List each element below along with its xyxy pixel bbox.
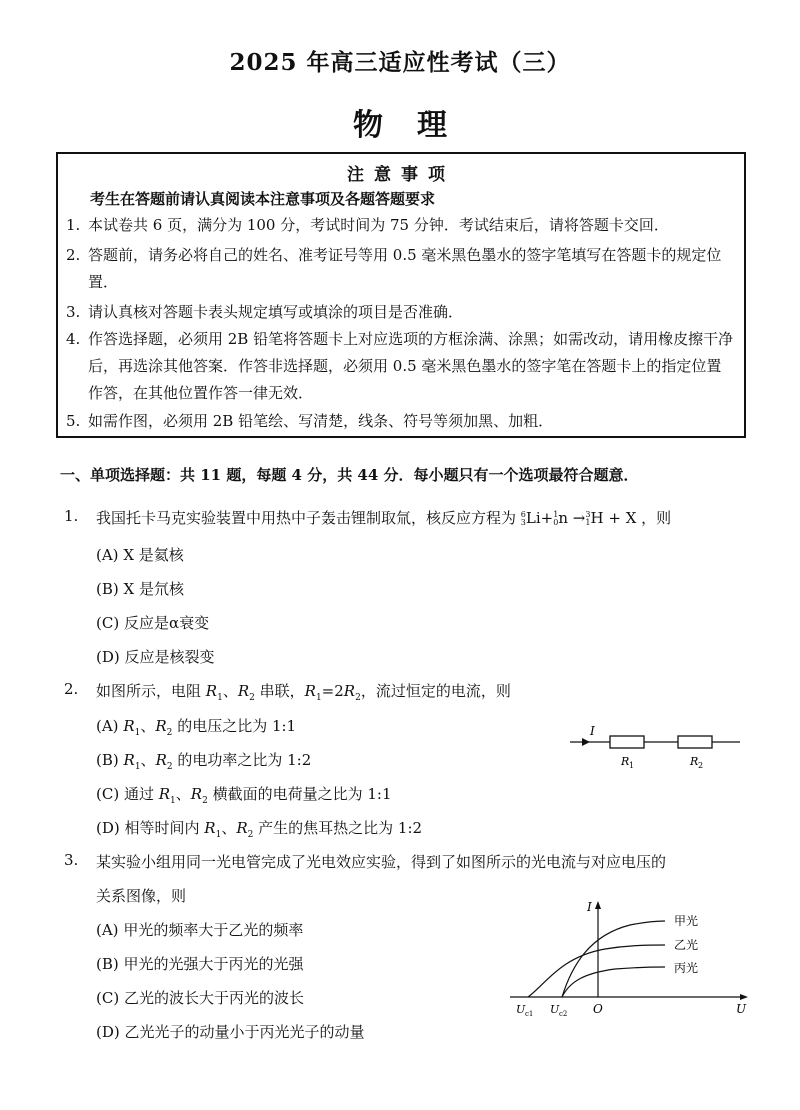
option-label: (A): [96, 546, 119, 564]
resistor-symbol: R: [205, 682, 218, 700]
resistor-symbol: R: [304, 682, 316, 700]
option-c[interactable]: [96, 612, 209, 633]
subscript: 1: [215, 830, 222, 840]
option-c[interactable]: [96, 987, 304, 1008]
notice-heading: 注意事项: [347, 165, 455, 185]
curve-yi: [528, 945, 665, 997]
separator: 、: [140, 717, 156, 735]
curve-bing: [562, 967, 665, 997]
option-b[interactable]: [96, 953, 304, 974]
subscript: 2: [202, 796, 208, 806]
option-text: 乙光的波长大于丙光的波长: [123, 989, 304, 1007]
plus-sign: +: [608, 509, 621, 527]
option-label: (B): [96, 580, 119, 598]
photoelectric-iu-graph: [500, 895, 760, 1025]
r1-subscript: 1: [629, 761, 635, 770]
notice-item-num: 3.: [66, 303, 81, 321]
current-arrow-icon: [582, 738, 590, 746]
y-axis-arrow-icon: [595, 901, 601, 909]
resistor-r2: [678, 736, 712, 748]
uc2-label: U: [550, 1003, 560, 1016]
resistor-r1: [610, 736, 644, 748]
notice-item-num: 5.: [66, 412, 81, 430]
subscript: 1: [315, 693, 322, 703]
neutron-symbol: n: [558, 509, 568, 527]
r1-label: R: [621, 755, 630, 768]
question-tail: ，则: [641, 509, 672, 527]
subscript: 1: [134, 762, 141, 772]
resistor-symbol: R: [204, 819, 216, 837]
option-d[interactable]: [96, 646, 215, 667]
option-a[interactable]: [96, 544, 184, 565]
question-text: 串联，: [254, 682, 305, 700]
option-d[interactable]: [96, 817, 422, 840]
nuclear-equation: [521, 509, 641, 527]
option-text: X 是氦核: [123, 546, 184, 564]
r2-subscript: 2: [698, 761, 704, 770]
resistor-symbol: R: [237, 682, 250, 700]
curve-label-bing: 丙光: [674, 961, 699, 975]
option-b[interactable]: [96, 578, 184, 599]
resistor-symbol: R: [155, 717, 167, 735]
question-3-stem-line2: 关系图像，则: [96, 887, 187, 905]
option-text: 通过: [123, 785, 159, 803]
origin-label: O: [593, 1002, 603, 1016]
option-text: 产生的焦耳热之比为 1:2: [258, 819, 423, 837]
y-axis-label: I: [587, 900, 592, 914]
notice-item-text: 答题前，请务必将自己的姓名、准考证号等用 0.5 毫米黑色墨水的签字笔填写在答题卡的规定位置．: [88, 246, 722, 291]
subscript: 1: [170, 796, 176, 806]
subscript: 1: [134, 728, 141, 738]
notice-item: [66, 326, 734, 407]
option-text: X 是氘核: [123, 580, 184, 598]
notice-box: [56, 152, 746, 438]
option-text: 的电压之比为 1:1: [177, 717, 297, 735]
subscript: 1: [217, 693, 223, 703]
notice-item-text: 作答选择题，必须用 2B 铅笔将答题卡上对应选项的方框涂满、涂黑；如需改动，请用橡皮擦干净后，再选涂其他答案．作答非选择题，必须用 0.5 毫米黑色墨水的签字笔在答题卡上的指定位置作答，在其他位置作答一律无效．: [88, 330, 734, 402]
curve-label-yi: 乙光: [674, 938, 699, 952]
h-mass-number: 3: [585, 510, 591, 519]
uc2-subscript: c2: [559, 1010, 568, 1018]
section-title: 一、单项选择题：共 11 题，每题 4 分，共 44 分．每小题只有一个选项最符合题意．: [60, 466, 639, 484]
n-mass-number: 1: [553, 510, 559, 519]
uc1-subscript: c1: [525, 1010, 534, 1018]
option-label: (D): [96, 819, 120, 837]
question-2-stem: [64, 680, 764, 703]
uc1-label: U: [516, 1003, 526, 1016]
resistor-symbol: R: [155, 751, 167, 769]
resistor-symbol: R: [236, 819, 248, 837]
notice-item-num: 2.: [66, 246, 81, 264]
resistor-symbol: R: [123, 751, 135, 769]
question-3-stem: [64, 851, 764, 872]
separator: 、: [140, 751, 156, 769]
option-label: (D): [96, 1023, 120, 1041]
option-text: 甲光的频率大于乙光的频率: [123, 921, 304, 939]
notice-item-text: 本试卷共 6 页，满分为 100 分，考试时间为 75 分钟．考试结束后，请将答题卡交回．: [88, 216, 669, 234]
option-text: 相等时间内: [124, 819, 205, 837]
h-atomic-number: 1: [585, 518, 591, 527]
subject-title: 物理: [353, 108, 481, 143]
notice-item-num: 4.: [66, 330, 81, 348]
option-a[interactable]: [96, 919, 303, 940]
option-text: 甲光的光强大于丙光的光强: [123, 955, 304, 973]
question-number: 1.: [64, 507, 79, 525]
question-text: 我国托卡马克实验装置中用热中子轰击锂制取氚，核反应方程为: [96, 509, 517, 527]
subscript: 2: [247, 830, 254, 840]
option-d[interactable]: [96, 1021, 365, 1042]
resistor-symbol: R: [190, 785, 203, 803]
question-text: ，流过恒定的电流，则: [360, 682, 511, 700]
resistor-symbol: R: [343, 682, 356, 700]
question-text: 、: [222, 682, 238, 700]
x-axis-label: U: [736, 1002, 747, 1016]
option-label: (B): [96, 955, 119, 973]
curve-jia: [562, 921, 665, 997]
notice-item: [66, 212, 734, 239]
option-text: 乙光光子的动量小于丙光光子的动量: [124, 1023, 365, 1041]
resistor-symbol: R: [123, 717, 135, 735]
current-label: I: [590, 725, 595, 738]
option-label: (C): [96, 785, 120, 803]
x-symbol: X: [625, 509, 637, 527]
notice-item-num: 1.: [66, 216, 81, 234]
option-label: (A): [96, 717, 119, 735]
option-b[interactable]: [96, 749, 311, 772]
notice-item: [66, 299, 734, 326]
x-axis-arrow-icon: [740, 994, 748, 1000]
notice-item-text: 如需作图，必须用 2B 铅笔绘、写清楚，线条、符号等须加黑、加粗．: [88, 412, 554, 430]
option-label: (C): [96, 614, 120, 632]
curve-label-jia: 甲光: [674, 914, 699, 928]
subscript: 2: [355, 693, 361, 703]
question-text: 某实验小组用同一光电管完成了光电效应实验，得到了如图所示的光电流与对应电压的: [96, 853, 667, 871]
arrow: →: [572, 509, 586, 527]
option-c[interactable]: [96, 783, 392, 806]
r2-label: R: [690, 755, 699, 768]
question-number: 2.: [64, 680, 79, 698]
option-label: (C): [96, 989, 120, 1007]
li-mass-number: 6: [520, 510, 526, 519]
notice-item: [66, 408, 734, 435]
question-1-stem: [64, 507, 764, 528]
question-number: 3.: [64, 851, 79, 869]
option-label: (B): [96, 751, 119, 769]
plus-sign: +: [540, 509, 554, 527]
n-atomic-number: 0: [553, 518, 559, 527]
li-atomic-number: 3: [520, 518, 526, 527]
option-text: 的电功率之比为 1:2: [177, 751, 312, 769]
option-a[interactable]: [96, 715, 296, 738]
notice-item: [66, 242, 734, 296]
subscript: 2: [166, 728, 173, 738]
subscript: 2: [249, 693, 255, 703]
separator: 、: [221, 819, 237, 837]
option-text: 反应是核裂变: [124, 648, 215, 666]
li-symbol: Li: [525, 509, 541, 527]
option-text: 横截面的电荷量之比为 1:1: [212, 785, 392, 803]
option-text: 反应是α衰变: [123, 614, 210, 632]
subscript: 2: [166, 762, 173, 772]
resistor-symbol: R: [158, 785, 171, 803]
question-text: 如图所示，电阻: [96, 682, 206, 700]
notice-subheading: 考生在答题前请认真阅读本注意事项及各题答题要求: [90, 190, 436, 208]
question-text: =2: [321, 682, 344, 700]
circuit-figure: [560, 725, 750, 775]
option-label: (D): [96, 648, 120, 666]
h-symbol: H: [590, 509, 604, 527]
notice-item-text: 请认真核对答题卡表头规定填写或填涂的项目是否准确．: [88, 303, 464, 321]
separator: 、: [175, 785, 191, 803]
exam-title: 2025 年高三适应性考试（三）: [229, 49, 571, 76]
option-label: (A): [96, 921, 119, 939]
